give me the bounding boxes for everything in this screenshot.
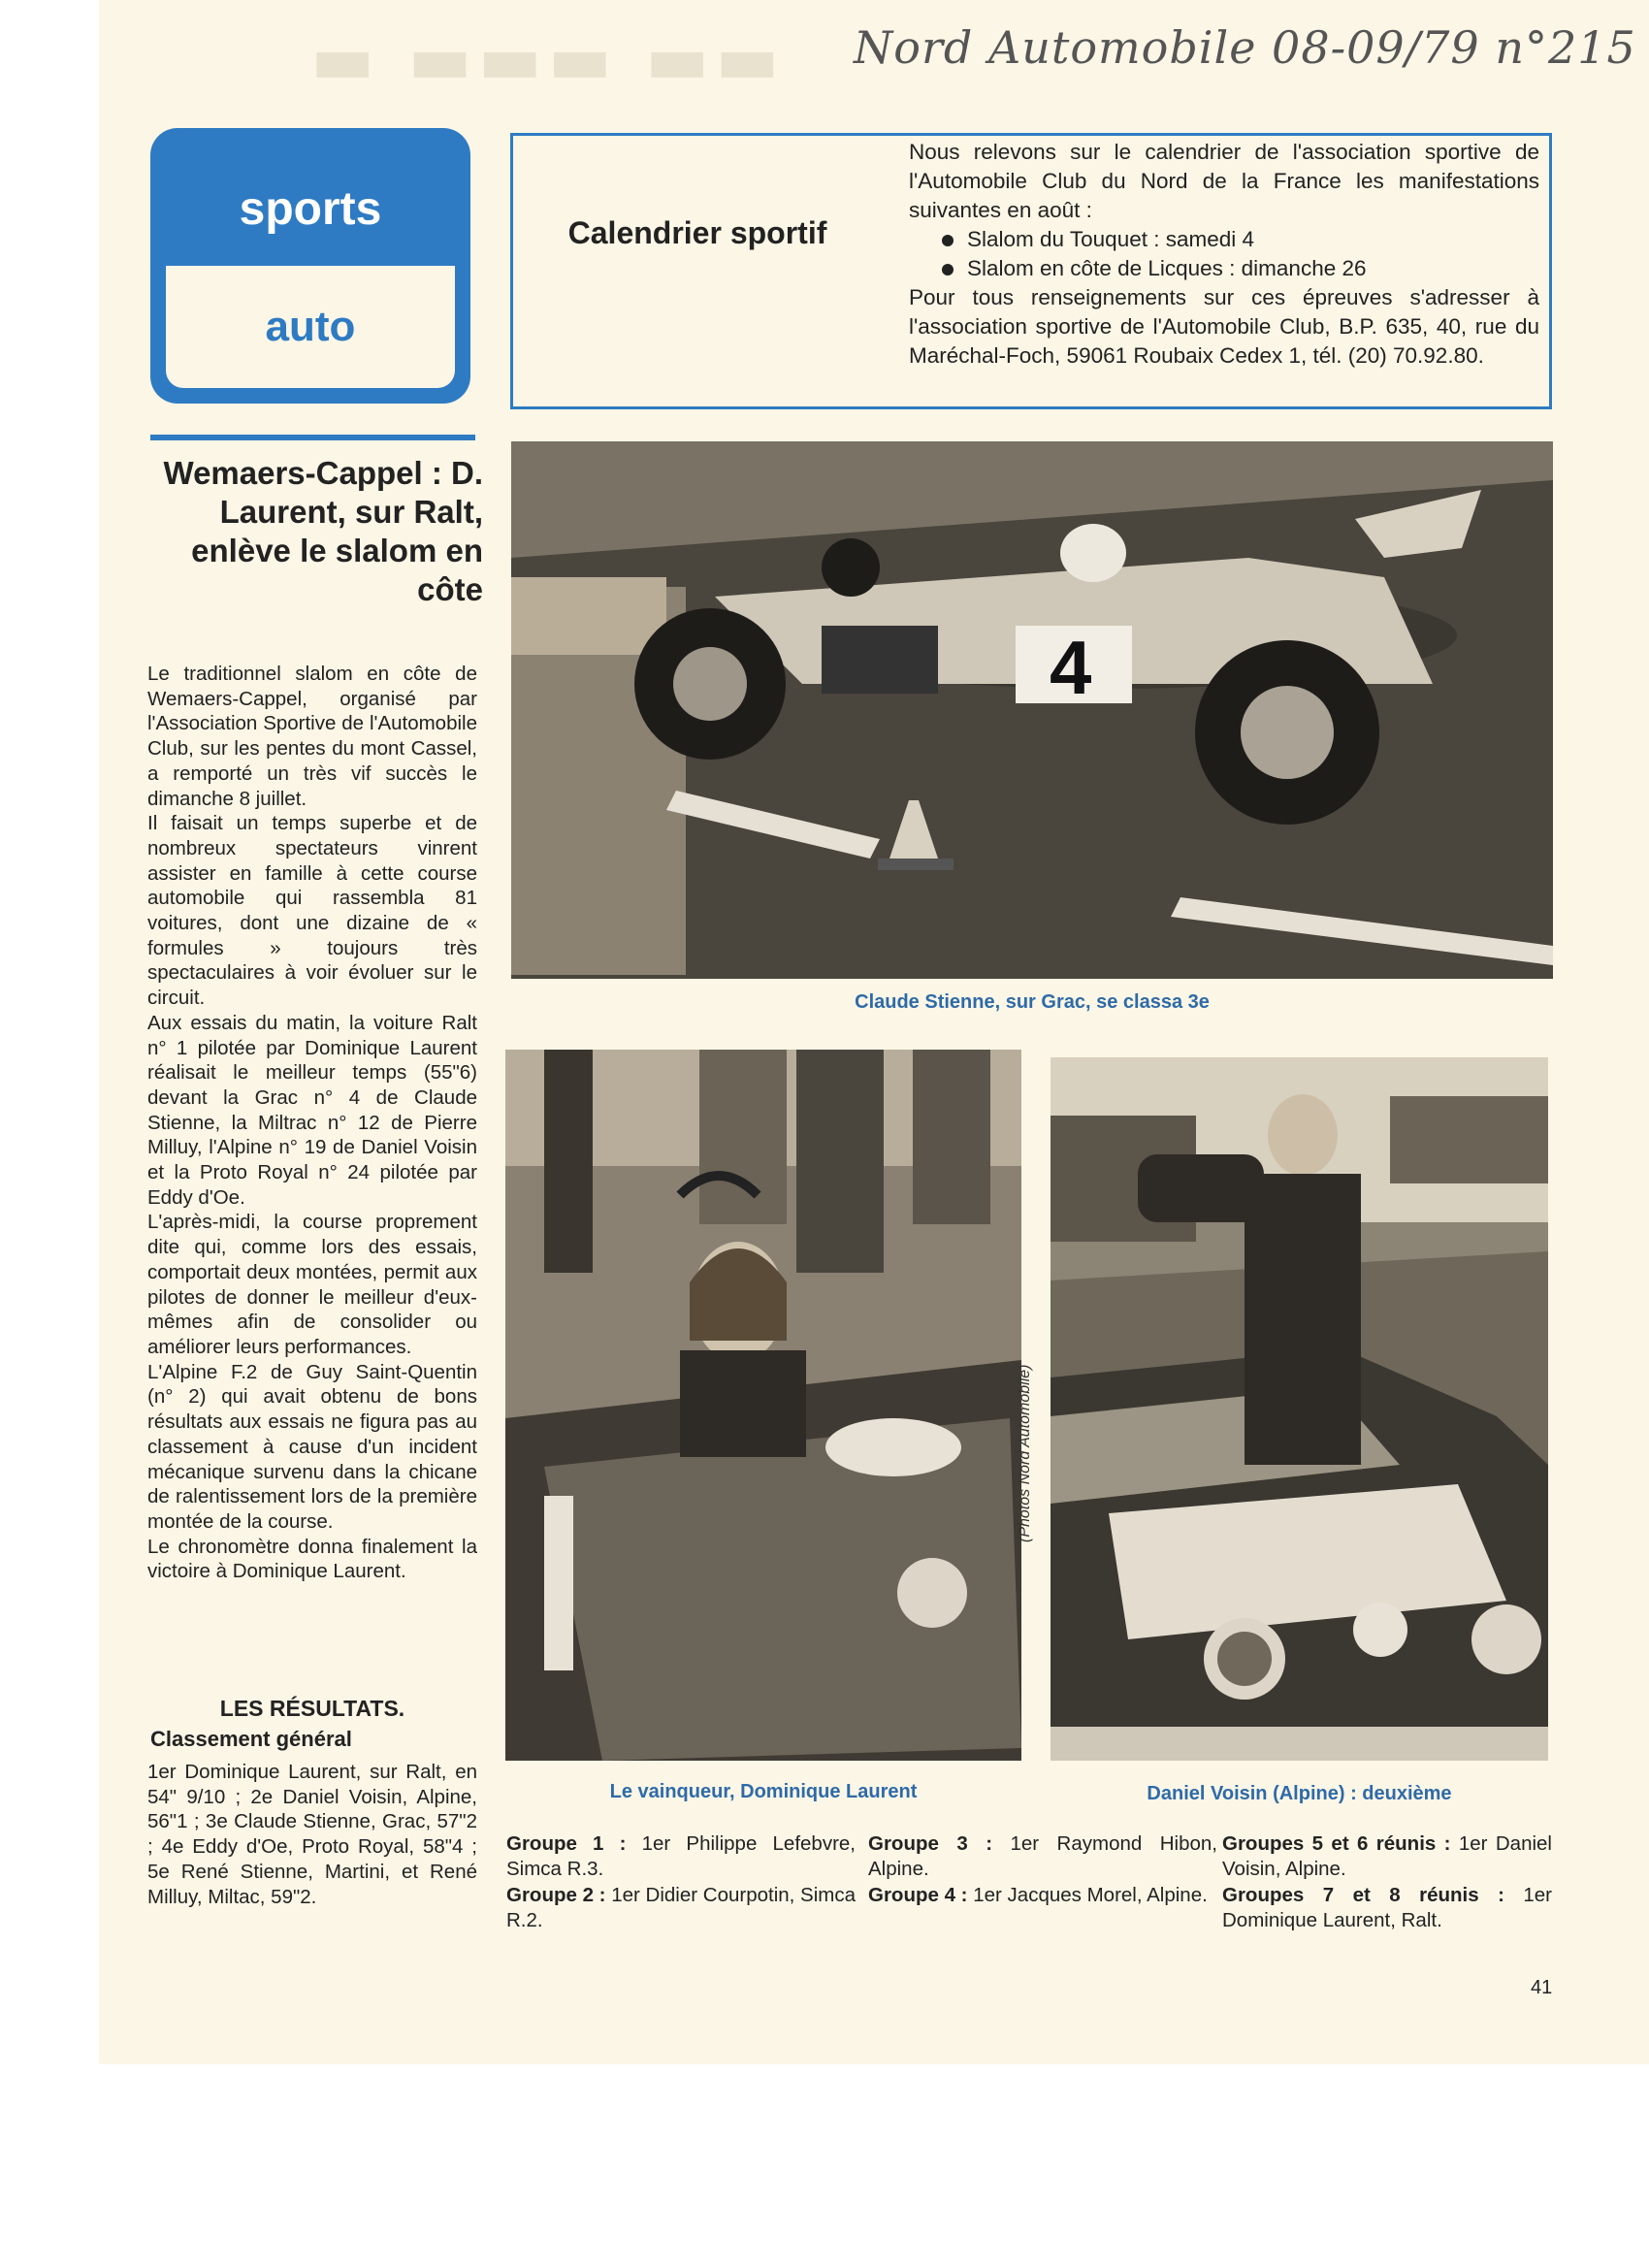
article-paragraph: Il faisait un temps superbe et de nombreux spectateurs vinrent assister en famille à cette course automobile qui rassembla 81 voitures, dont une dizaine de « formules » toujours très spectaculaires à voir évoluer sur le circuit. bbox=[147, 812, 477, 1010]
photo-credit: (Photos Nord Automobile) bbox=[1017, 1364, 1033, 1542]
article-body bbox=[147, 662, 477, 1584]
group-text: 1er Didier Courpotin, Simca R.2. bbox=[506, 1884, 857, 1931]
handwritten-note: Nord Automobile 08-09/79 n°215 bbox=[854, 21, 1636, 74]
group-result bbox=[506, 1831, 856, 1881]
calendar-outro: Pour tous renseignements sur ces épreuves s'adresser à l'association sportive de l'Automobile Club, B.P. 635, 40, rue du Maréchal-Foch, 59061 Roubaix Cedex 1, tél. (20) 70.92.80. bbox=[909, 285, 1539, 368]
group-text: 1er Philippe Lefebvre, Simca R.3. bbox=[506, 1832, 856, 1880]
photo-winner bbox=[505, 1050, 1021, 1761]
calendar-list bbox=[909, 225, 1539, 283]
group-text: 1er Dominique Laurent, Ralt. bbox=[1222, 1884, 1552, 1931]
page-number: 41 bbox=[1531, 1977, 1553, 1998]
group-label: Groupe 1 : bbox=[506, 1832, 627, 1855]
article-paragraph: Le chronomètre donna finalement la victoire à Dominique Laurent. bbox=[147, 1535, 477, 1583]
group-label: Groupes 5 et 6 réunis : bbox=[1222, 1832, 1451, 1855]
results-subtitle: Classement général bbox=[150, 1727, 352, 1751]
article-paragraph: Le traditionnel slalom en côte de Wemaers-Cappel, organisé par l'Association Sportive de l'Automobile Club, sur les pentes du mont Cassel, a remporté un très vif succès le dimanche 8 juillet. bbox=[147, 663, 477, 810]
group-result bbox=[1222, 1831, 1552, 1881]
photo-race-car bbox=[511, 441, 1553, 979]
logo-inner-panel bbox=[166, 266, 455, 388]
article-paragraph: L'Alpine F.2 de Guy Saint-Quentin (n° 2) qui avait obtenu de bons résultats aux essais ne figura pas au classement à cause d'un incident mécanique survenu dans la chicane de ralentissement lors de la première montée de la course. bbox=[147, 1360, 477, 1533]
logo-bottom-text: auto bbox=[265, 303, 356, 350]
bleed-through-text: ▬ ▬▬▬ ▬▬ bbox=[310, 19, 786, 99]
calendar-item: Slalom en côte de Licques : dimanche 26 bbox=[934, 254, 1539, 283]
calendar-title: Calendrier sportif bbox=[567, 215, 827, 250]
section-logo bbox=[150, 128, 470, 404]
logo-top-text: sports bbox=[239, 183, 382, 235]
calendar-box bbox=[510, 133, 1552, 409]
caption-top-photo: Claude Stienne, sur Grac, se classa 3e bbox=[855, 991, 1210, 1013]
group-text: 1er Daniel Voisin, Alpine. bbox=[1222, 1832, 1552, 1880]
group-text: 1er Jacques Morel, Alpine. bbox=[973, 1884, 1208, 1906]
article-paragraph: Aux essais du matin, la voiture Ralt n° 1 pilotée par Dominique Laurent réalisait le meilleur temps (55"6) devant la Grac n° 4 de Claude Stienne, la Miltrac n° 12 de Pierre Milluy, l'Alpine n° 19 de Daniel Voisin et la Proto Royal n° 24 pilotée par Eddy d'Oe. bbox=[147, 1011, 477, 1209]
group-label: Groupes 7 et 8 réunis : bbox=[1222, 1884, 1504, 1906]
results-body: 1er Dominique Laurent, sur Ralt, en 54" 9/10 ; 2e Daniel Voisin, Alpine, 56"1 ; 3e Claude Stienne, Grac, 57"2 ; 4e Eddy d'Oe, Proto Royal, 58"4 ; 5e René Stienne, Martini, et René Milluy, Miltac, 59"2. bbox=[147, 1761, 477, 1908]
caption-right-photo: Daniel Voisin (Alpine) : deuxième bbox=[1147, 1783, 1452, 1804]
group-text: 1er Raymond Hibon, Alpine. bbox=[868, 1832, 1218, 1880]
group-result bbox=[506, 1883, 856, 1932]
group-label: Groupe 4 : bbox=[868, 1884, 968, 1906]
group-result bbox=[868, 1831, 1217, 1881]
calendar-content bbox=[909, 138, 1539, 371]
caption-left-photo: Le vainqueur, Dominique Laurent bbox=[609, 1781, 918, 1802]
headline-rule bbox=[150, 435, 475, 440]
group-label: Groupe 2 : bbox=[506, 1884, 606, 1906]
results-title: LES RÉSULTATS. bbox=[219, 1696, 405, 1721]
article-headline: Wemaers-Cappel : D. Laurent, sur Ralt, enlève le slalom en côte bbox=[163, 455, 483, 607]
calendar-item: Slalom du Touquet : samedi 4 bbox=[934, 225, 1539, 254]
group-result bbox=[1222, 1883, 1552, 1932]
group-result bbox=[868, 1883, 1217, 1908]
group-label: Groupe 3 : bbox=[868, 1832, 993, 1855]
photo-alpine bbox=[1051, 1057, 1548, 1761]
calendar-intro: Nous relevons sur le calendrier de l'association sportive de l'Automobile Club du Nord de la France les manifestations suivantes en août : bbox=[909, 140, 1539, 222]
car-number: 4 bbox=[1050, 625, 1092, 710]
article-paragraph: L'après-midi, la course proprement dite qui, comme lors des essais, comportait deux montées, permit aux pilotes de donner le meilleur d'eux-mêmes afin de consolider ou améliorer leurs performances. bbox=[147, 1211, 477, 1358]
